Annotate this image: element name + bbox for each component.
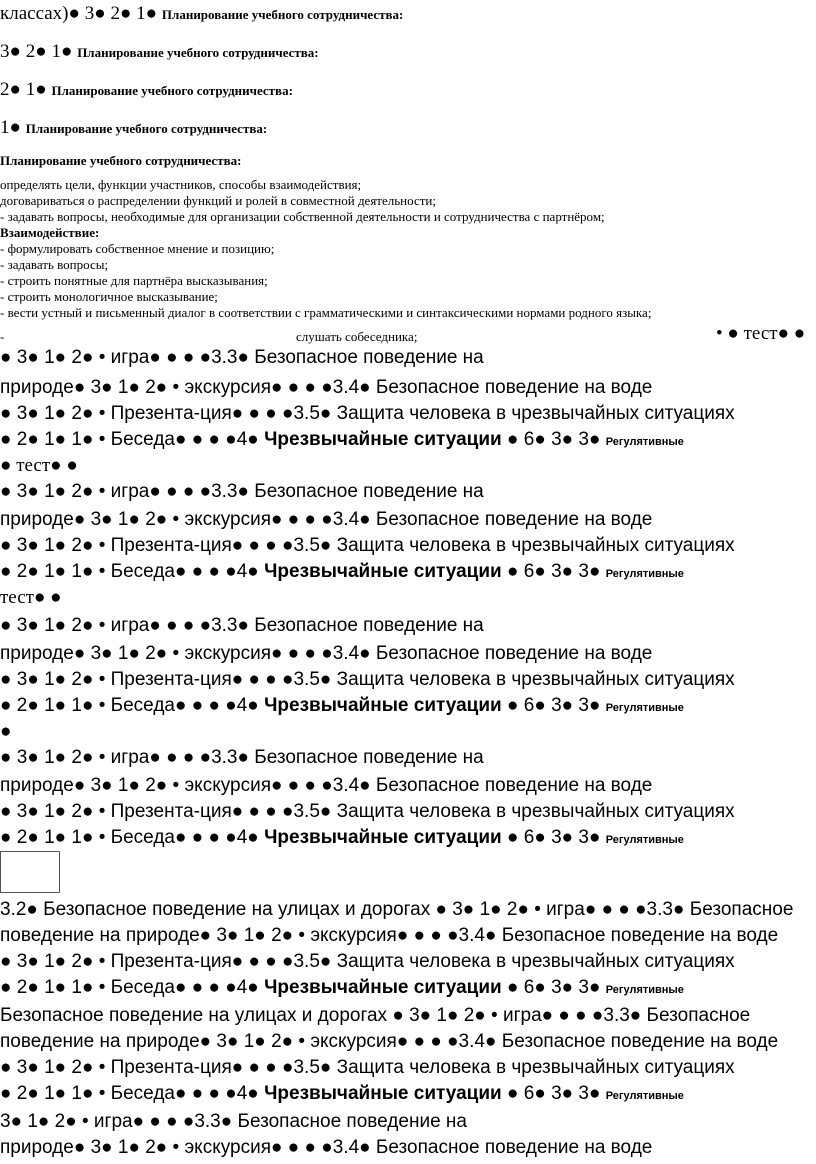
tail-row-2: поведение на природе● 3● 1● 2● • экскурсия● ● ● ●3.4● Безопасное поведение на воде — [0, 925, 779, 946]
seq-b-row-1: ● 3● 1● 2● • игра● ● ● ●3.3● Безопасное поведение на — [0, 481, 484, 502]
block-4: 1● Планирование учебного сотрудничества: — [0, 117, 268, 138]
dot-line: ● — [0, 721, 12, 742]
regulatory-label-c: Регулятивные — [605, 702, 684, 714]
seq-b-row-4: ● 2● 1● 1● • Беседа● ● ● ●4● Чрезвычайные ситуации ● 6● 3● 3● Регулятивные — [0, 561, 684, 582]
seq-d-row-2: природе● 3● 1● 2● • экскурсия● ● ● ●3.4● Безопасное поведение на воде — [0, 775, 653, 796]
emergency-title-a: Чрезвычайные ситуации — [264, 429, 502, 450]
regulatory-label-b: Регулятивные — [605, 568, 684, 580]
block-3: 2● 1● Планирование учебного сотрудничества: — [0, 79, 293, 100]
emergency-title-f: Чрезвычайные ситуации — [264, 1083, 502, 1104]
planning-heading-1: Планирование учебного сотрудничества: — [161, 7, 404, 22]
seq-b-row-2: природе● 3● 1● 2● • экскурсия● ● ● ●3.4● Безопасное поведение на воде — [0, 509, 653, 530]
interaction-item-5: - вести устный и письменный диалог в соответствии с грамматическими и синтаксическими нормами родного языка; — [0, 305, 652, 320]
planning-heading-3: Планирование учебного сотрудничества: — [51, 83, 293, 98]
seq-d-row-4: ● 2● 1● 1● • Беседа● ● ● ●4● Чрезвычайные ситуации ● 6● 3● 3● Регулятивные — [0, 827, 684, 848]
regulatory-label-f: Регулятивные — [605, 1090, 684, 1102]
tail-row-1: 3.2● Безопасное поведение на улицах и дорогах ● 3● 1● 2● • игра● ● ● ●3.3● Безопасное — [0, 899, 794, 920]
tail-row-8: ● 2● 1● 1● • Беседа● ● ● ●4● Чрезвычайные ситуации ● 6● 3● 3● Регулятивные — [0, 1083, 684, 1104]
seq-a-row-3: ● 3● 1● 2● • Презента-ция● ● ● ●3.5● Защита человека в чрезвычайных ситуациях — [0, 403, 735, 424]
seq-b-row-3: ● 3● 1● 2● • Презента-ция● ● ● ●3.5● Защита человека в чрезвычайных ситуациях — [0, 535, 735, 556]
seq-c-row-4: ● 2● 1● 1● • Беседа● ● ● ●4● Чрезвычайные ситуации ● 6● 3● 3● Регулятивные — [0, 695, 684, 716]
emergency-title-d: Чрезвычайные ситуации — [264, 827, 502, 848]
tail-row-6: поведение на природе● 3● 1● 2● • экскурсия● ● ● ●3.4● Безопасное поведение на воде — [0, 1031, 779, 1052]
interaction-item-3: - строить понятные для партнёра высказывания; — [0, 273, 268, 288]
seq-d-row-1: ● 3● 1● 2● • игра● ● ● ●3.3● Безопасное поведение на — [0, 747, 484, 768]
block-1: классах)● 3● 2● 1● Планирование учебного сотрудничества: — [0, 3, 404, 24]
interaction-heading: Взаимодействие: — [0, 225, 100, 240]
seq-d-row-3: ● 3● 1● 2● • Презента-ция● ● ● ●3.5● Защита человека в чрезвычайных ситуациях — [0, 801, 735, 822]
tail-row-4: ● 2● 1● 1● • Беседа● ● ● ●4● Чрезвычайные ситуации ● 6● 3● 3● Регулятивные — [0, 977, 684, 998]
block-2: 3● 2● 1● Планирование учебного сотрудничества: — [0, 41, 319, 62]
listen-dash: - — [0, 329, 5, 344]
regulatory-label-e: Регулятивные — [605, 984, 684, 996]
tail-row-10: природе● 3● 1● 2● • экскурсия● ● ● ●3.4● Безопасное поведение на воде — [0, 1137, 653, 1158]
tail-row-9: 3● 1● 2● • игра● ● ● ●3.3● Безопасное поведение на — [0, 1111, 467, 1132]
emergency-title-c: Чрезвычайные ситуации — [264, 695, 502, 716]
interaction-item-1: - формулировать собственное мнение и позицию; — [0, 241, 275, 256]
planning-heading-2: Планирование учебного сотрудничества: — [77, 45, 319, 60]
seq-c-row-3: ● 3● 1● 2● • Презента-ция● ● ● ●3.5● Защита человека в чрезвычайных ситуациях — [0, 669, 735, 690]
seq-a-row-2: природе● 3● 1● 2● • экскурсия● ● ● ●3.4● Безопасное поведение на воде — [0, 377, 653, 398]
emergency-title-e: Чрезвычайные ситуации — [264, 977, 502, 998]
seq-a-row-4: ● 2● 1● 1● • Беседа● ● ● ●4● Чрезвычайные ситуации ● 6● 3● 3● Регулятивные — [0, 429, 684, 450]
test-line-b: тест● ● — [0, 587, 62, 608]
planning-heading-4: Планирование учебного сотрудничества: — [25, 121, 268, 136]
emergency-title-b: Чрезвычайные ситуации — [264, 561, 502, 582]
regulatory-label-d: Регулятивные — [605, 834, 684, 846]
empty-frame — [0, 851, 60, 893]
test-tail: • ● тест● ● — [716, 323, 806, 344]
interaction-item-4: - строить монологичное высказывание; — [0, 289, 218, 304]
seq-c-row-2: природе● 3● 1● 2● • экскурсия● ● ● ●3.4● Безопасное поведение на воде — [0, 643, 653, 664]
planning-item-1: определять цели, функции участников, способы взаимодействия; — [0, 177, 362, 192]
planning-item-3: - задавать вопросы, необходимые для организации собственной деятельности и сотрудничества с партнёром; — [0, 209, 605, 224]
interaction-item-2: - задавать вопросы; — [0, 257, 109, 272]
planning-item-2: договариваться о распределении функций и ролей в совместной деятельности; — [0, 193, 436, 208]
listen-item: слушать собеседника; — [296, 329, 418, 344]
test-line-a: ● тест● ● — [0, 455, 78, 476]
regulatory-label-a: Регулятивные — [605, 436, 684, 448]
tail-row-7: ● 3● 1● 2● • Презента-ция● ● ● ●3.5● Защита человека в чрезвычайных ситуациях — [0, 1057, 735, 1078]
seq-c-row-1: ● 3● 1● 2● • игра● ● ● ●3.3● Безопасное поведение на — [0, 615, 484, 636]
seq-a-row-1: ● 3● 1● 2● • игра● ● ● ●3.3● Безопасное поведение на — [0, 347, 484, 368]
tail-row-5: Безопасное поведение на улицах и дорогах ● 3● 1● 2● • игра● ● ● ●3.3● Безопасное — [0, 1005, 751, 1026]
planning-heading-main: Планирование учебного сотрудничества: — [0, 153, 242, 168]
tail-row-3: ● 3● 1● 2● • Презента-ция● ● ● ●3.5● Защита человека в чрезвычайных ситуациях — [0, 951, 735, 972]
